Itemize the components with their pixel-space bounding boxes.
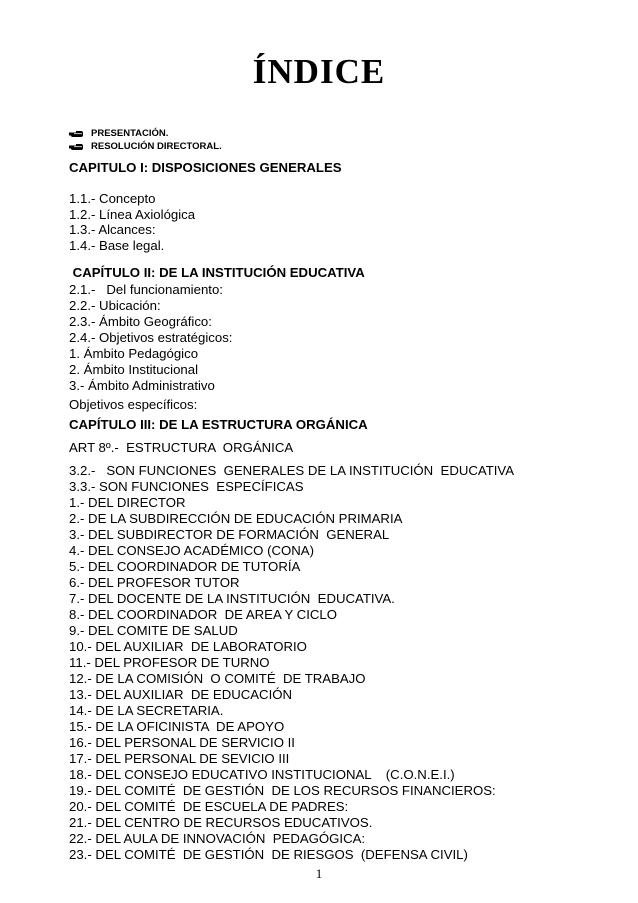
bullet-item xyxy=(69,127,222,140)
index-entry: 3.3.- SON FUNCIONES ESPECÍFICAS xyxy=(69,479,304,494)
index-entry: 1. Ámbito Pedagógico xyxy=(69,346,199,361)
index-entry: 4.- DEL CONSEJO ACADÉMICO (CONA) xyxy=(69,543,314,558)
index-entry: 1.4.- Base legal. xyxy=(69,238,165,253)
index-entry: 3.2.- SON FUNCIONES GENERALES DE LA INSTITUCIÓN EDUCATIVA xyxy=(69,463,515,478)
index-entry: 17.- DEL PERSONAL DE SEVICIO III xyxy=(69,751,290,766)
index-entry: 12.- DE LA COMISIÓN O COMITÉ DE TRABAJO xyxy=(69,671,366,686)
index-entry: Objetivos específicos: xyxy=(69,397,198,412)
index-entry: 2.- DE LA SUBDIRECCIÓN DE EDUCACIÓN PRIMARIA xyxy=(69,511,403,526)
bullet-item xyxy=(69,140,222,153)
index-entry: 7.- DEL DOCENTE DE LA INSTITUCIÓN EDUCATIVA. xyxy=(69,591,395,606)
chapter-heading: CAPÍTULO III: DE LA ESTRUCTURA ORGÁNICA xyxy=(69,417,368,432)
index-entry: 2.1.- Del funcionamiento: xyxy=(69,282,223,297)
index-entry: 19.- DEL COMITÉ DE GESTIÓN DE LOS RECURSOS FINANCIEROS: xyxy=(69,783,496,798)
index-entry: 1.2.- Línea Axiológica xyxy=(69,207,196,222)
index-entry: 1.3.- Alcances: xyxy=(69,222,156,237)
index-entry: 23.- DEL COMITÉ DE GESTIÓN DE RIESGOS (DEFENSA CIVIL) xyxy=(69,847,468,862)
index-entry: 10.- DEL AUXILIAR DE LABORATORIO xyxy=(69,639,307,654)
index-entry: 3.- DEL SUBDIRECTOR DE FORMACIÓN GENERAL xyxy=(69,527,390,542)
index-entry: 15.- DE LA OFICINISTA DE APOYO xyxy=(69,719,285,734)
index-entry: 1.1.- Concepto xyxy=(69,191,156,206)
index-entry: 6.- DEL PROFESOR TUTOR xyxy=(69,575,240,590)
bullet-label: PRESENTACIÓN. xyxy=(91,128,169,139)
index-entry: 21.- DEL CENTRO DE RECURSOS EDUCATIVOS. xyxy=(69,815,373,830)
chapter-heading: CAPITULO I: DISPOSICIONES GENERALES xyxy=(69,160,342,175)
index-entry: 1.- DEL DIRECTOR xyxy=(69,495,186,510)
index-entry: ART 8º.- ESTRUCTURA ORGÁNICA xyxy=(69,440,294,455)
index-entry: 11.- DEL PROFESOR DE TURNO xyxy=(69,655,270,670)
index-entry: 16.- DEL PERSONAL DE SERVICIO II xyxy=(69,735,295,750)
index-entry: 2. Ámbito Institucional xyxy=(69,362,199,377)
index-entry: 18.- DEL CONSEJO EDUCATIVO INSTITUCIONAL (C.O.N.E.I.) xyxy=(69,767,455,782)
index-entry: 9.- DEL COMITE DE SALUD xyxy=(69,623,238,638)
page-title: ÍNDICE xyxy=(252,52,386,91)
bullet-label: RESOLUCIÓN DIRECTORAL. xyxy=(91,141,222,152)
page-number: 1 xyxy=(315,866,323,881)
index-entry: 5.- DEL COORDINADOR DE TUTORÍA xyxy=(69,559,301,574)
pointing-hand-icon xyxy=(69,130,83,138)
index-entry: 3.- Ámbito Administrativo xyxy=(69,378,215,393)
index-entry: 2.2.- Ubicación: xyxy=(69,298,161,313)
pointing-hand-icon xyxy=(69,143,83,151)
bullet-list xyxy=(69,127,222,153)
index-entry: 14.- DE LA SECRETARIA. xyxy=(69,703,224,718)
index-entry: 2.4.- Objetivos estratégicos: xyxy=(69,330,233,345)
index-entry: 22.- DEL AULA DE INNOVACIÓN PEDAGÓGICA: xyxy=(69,831,366,846)
chapter-heading: CAPÍTULO II: DE LA INSTITUCIÓN EDUCATIVA xyxy=(69,265,365,280)
index-entry: 2.3.- Ámbito Geográfico: xyxy=(69,314,212,329)
index-entry: 13.- DEL AUXILIAR DE EDUCACIÓN xyxy=(69,687,293,702)
index-entry: 20.- DEL COMITÉ DE ESCUELA DE PADRES: xyxy=(69,799,349,814)
index-entry: 8.- DEL COORDINADOR DE AREA Y CICLO xyxy=(69,607,337,622)
